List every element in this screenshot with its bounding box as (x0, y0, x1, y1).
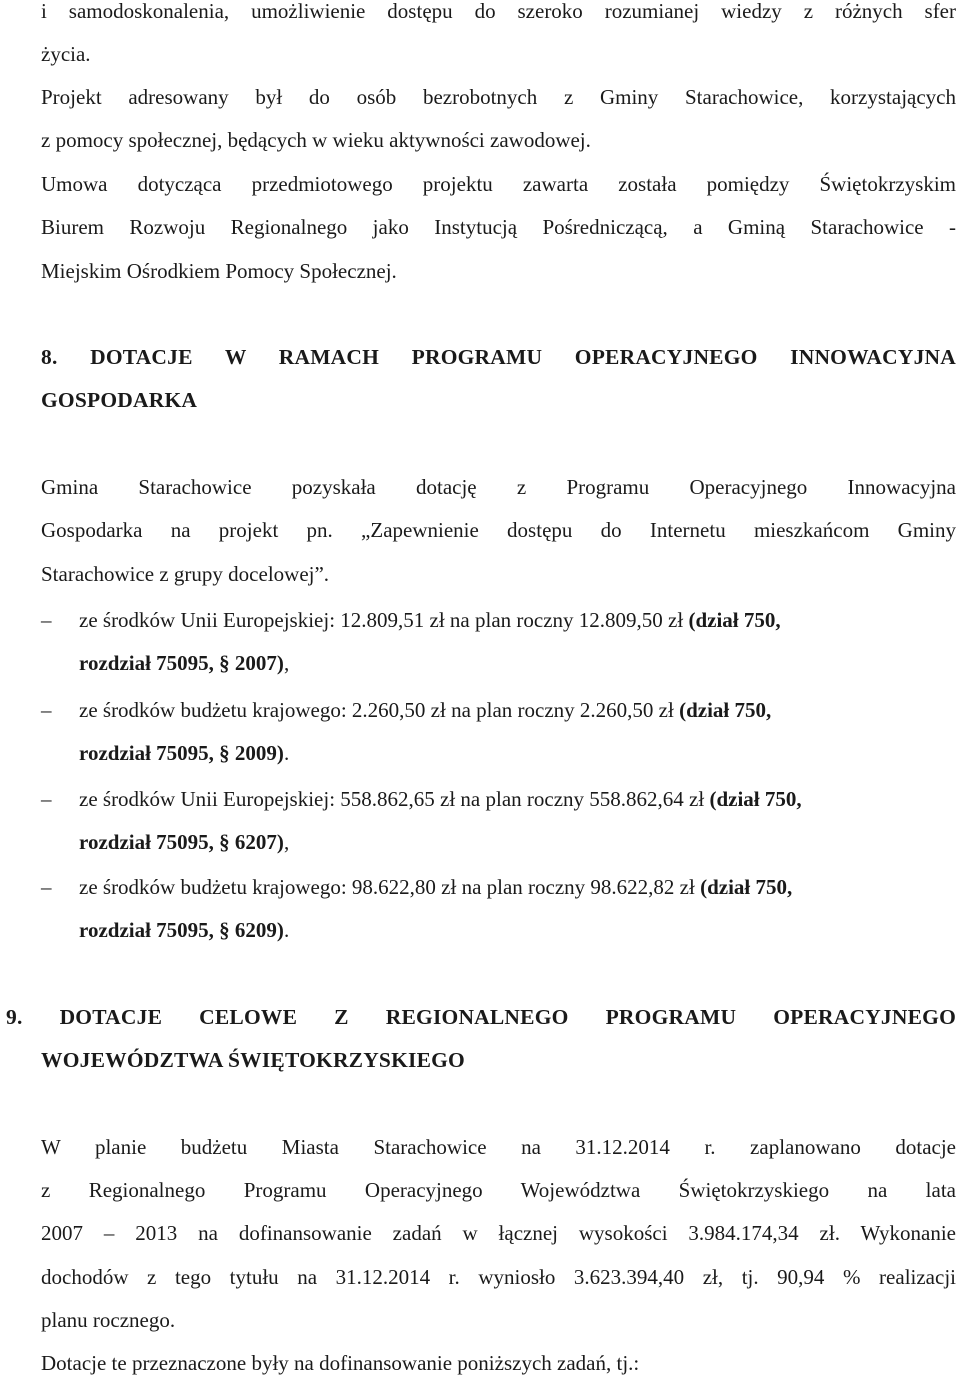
section-8-paragraph: Gmina Starachowice pozyskała dotację z Programu Operacyjnego Innowacyjna (41, 475, 956, 499)
bullet-bold: rozdział 75095, § 2007) (79, 651, 284, 675)
bullet-bold: (dział 750, (688, 608, 781, 632)
funding-bullet-cont (41, 821, 289, 864)
funding-bullet-cont (41, 642, 289, 685)
funding-bullet (41, 778, 956, 821)
bullet-text: ze środków budżetu krajowego: 98.622,80 zł na plan roczny 98.622,82 zł (79, 875, 701, 899)
section-8-paragraph: Gospodarka na projekt pn. „Zapewnienie dostępu do Internetu mieszkańcom Gminy (41, 518, 956, 542)
funding-bullet (41, 599, 956, 642)
bullet-text: ze środków Unii Europejskiej: 12.809,51 zł na plan roczny 12.809,50 zł (79, 608, 689, 632)
bullet-text: ze środków budżetu krajowego: 2.260,50 zł na plan roczny 2.260,50 zł (79, 698, 680, 722)
section-9-paragraph: 2007 – 2013 na dofinansowanie zadań w łącznej wysokości 3.984.174,34 zł. Wykonanie (41, 1221, 956, 1245)
section-9-paragraph: z Regionalnego Programu Operacyjnego Województwa Świętokrzyskiego na lata (41, 1178, 956, 1202)
dash-marker: – (41, 787, 52, 811)
dash-marker: – (41, 608, 52, 632)
section-8-heading: GOSPODARKA (41, 388, 198, 412)
funding-bullet (41, 689, 956, 732)
bullet-bold: rozdział 75095, § 6209) (79, 918, 284, 942)
bullet-text: ze środków Unii Europejskiej: 558.862,65 zł na plan roczny 558.862,64 zł (79, 787, 710, 811)
funding-bullet (41, 866, 956, 909)
section-8-paragraph: Starachowice z grupy docelowej”. (41, 562, 330, 586)
intro-line: Biurem Rozwoju Regionalnego jako Instytucją Pośredniczącą, a Gminą Starachowice - (41, 215, 956, 239)
section-9-paragraph: dochodów z tego tytułu na 31.12.2014 r. wyniosło 3.623.394,40 zł, tj. 90,94 % realizacji (41, 1265, 956, 1289)
dash-marker: – (41, 698, 52, 722)
bullet-bold: (dział 750, (700, 875, 793, 899)
funding-bullet-cont (41, 909, 289, 952)
bullet-tail: , (283, 651, 290, 675)
intro-line: Miejskim Ośrodkiem Pomocy Społecznej. (41, 259, 397, 283)
section-9-heading: WOJEWÓDZTWA ŚWIĘTOKRZYSKIEGO (41, 1048, 465, 1072)
intro-line: Umowa dotycząca przedmiotowego projektu zawarta została pomiędzy Świętokrzyskim (41, 172, 956, 196)
section-9-paragraph: W planie budżetu Miasta Starachowice na 31.12.2014 r. zaplanowano dotacje (41, 1135, 956, 1159)
bullet-bold: (dział 750, (709, 787, 802, 811)
intro-line: z pomocy społecznej, będących w wieku aktywności zawodowej. (41, 128, 591, 152)
bullet-bold: rozdział 75095, § 2009) (79, 741, 284, 765)
intro-line: Projekt adresowany był do osób bezrobotnych z Gminy Starachowice, korzystających (41, 85, 956, 109)
section-8-heading: 8. DOTACJE W RAMACH PROGRAMU OPERACYJNEGO INNOWACYJNA (41, 345, 956, 369)
bullet-bold: rozdział 75095, § 6207) (79, 830, 284, 854)
intro-line: życia. (41, 42, 91, 66)
section-9-closing: Dotacje te przeznaczone były na dofinansowanie poniższych zadań, tj.: (41, 1351, 640, 1375)
funding-bullet-cont (41, 732, 289, 775)
bullet-tail: , (283, 830, 290, 854)
bullet-bold: (dział 750, (679, 698, 772, 722)
intro-line: i samodoskonalenia, umożliwienie dostępu do szeroko rozumianej wiedzy z różnych sfer (41, 0, 956, 23)
section-9-paragraph: planu rocznego. (41, 1308, 176, 1332)
section-9-heading: 9. DOTACJE CELOWE Z REGIONALNEGO PROGRAMU OPERACYJNEGO (6, 1005, 956, 1029)
bullet-tail: . (283, 918, 290, 942)
dash-marker: – (41, 875, 52, 899)
bullet-tail: . (283, 741, 290, 765)
